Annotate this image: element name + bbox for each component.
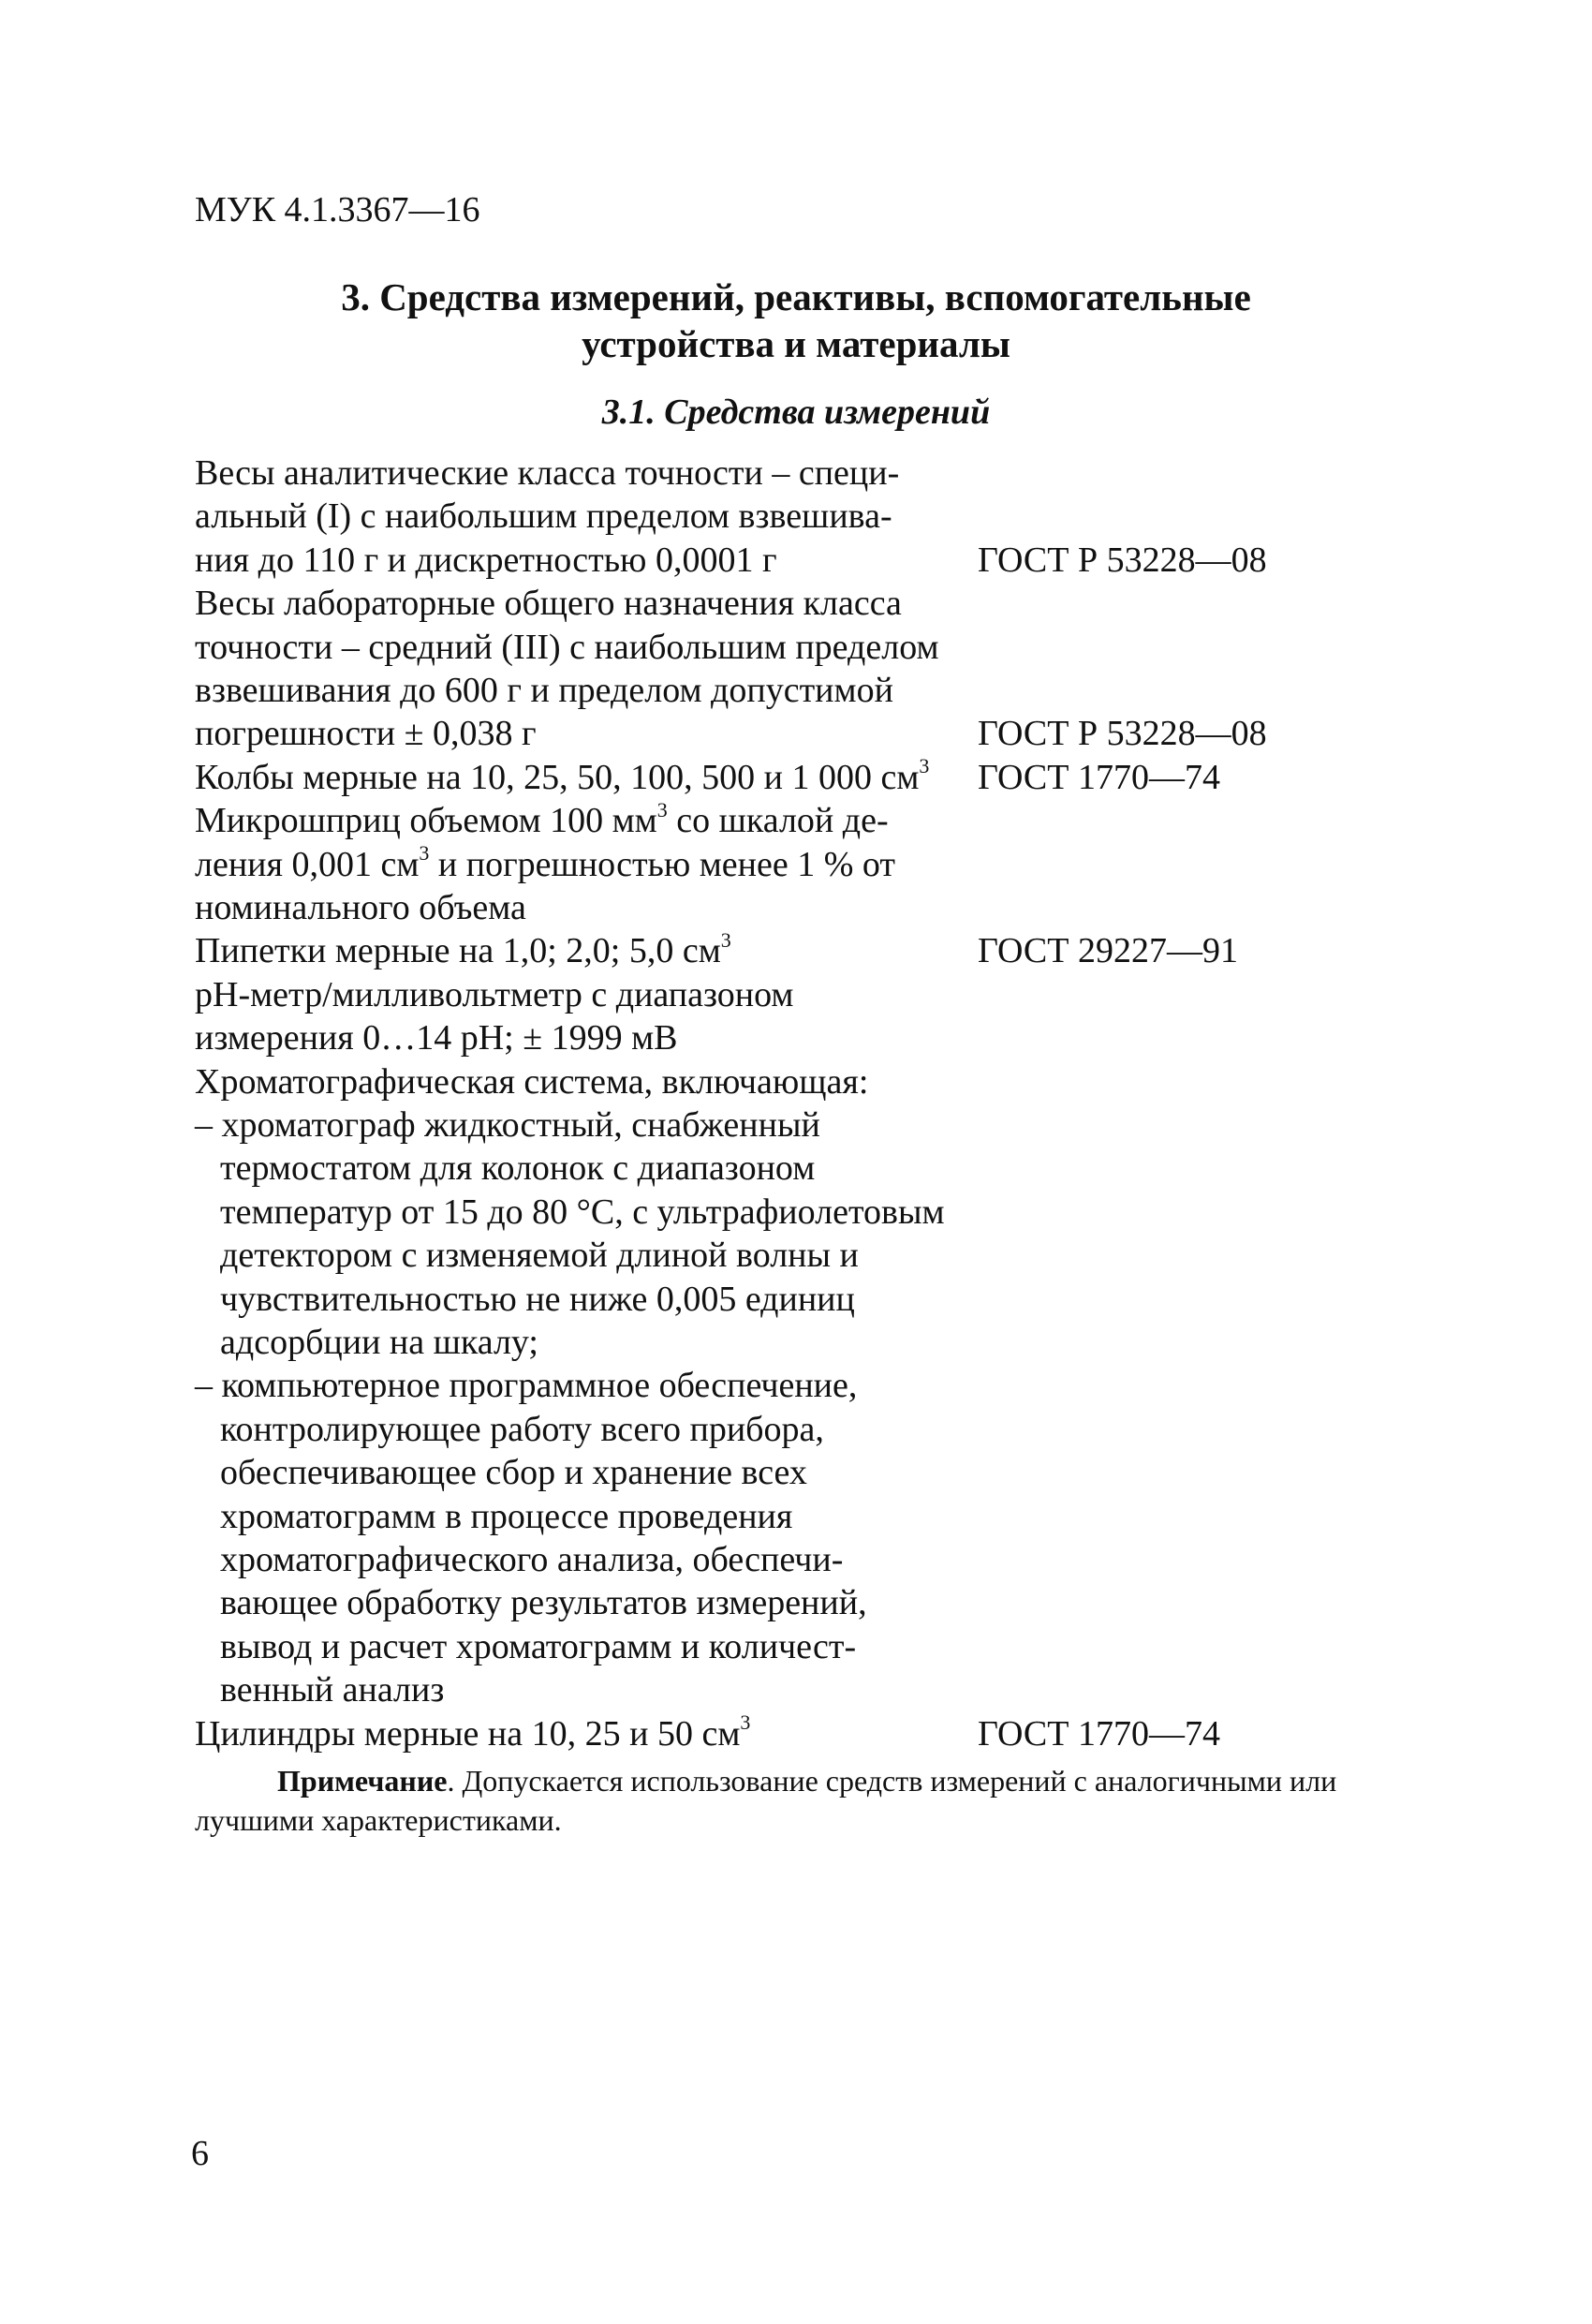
note-text: . Допускается использование средств измерений с аналогичными или лучшими характеристиками. bbox=[195, 1764, 1337, 1837]
description-text: Цилиндры мерные на 10, 25 и 50 см bbox=[195, 1713, 741, 1754]
sub-item-line: вывод и расчет хроматограмм и количест- bbox=[220, 1626, 857, 1666]
description-line: Весы аналитические класса точности – специ- bbox=[195, 453, 900, 493]
item-description bbox=[195, 799, 991, 929]
description-line bbox=[195, 1712, 991, 1755]
item-description bbox=[195, 973, 991, 1060]
note-paragraph bbox=[195, 1761, 1398, 1840]
description-heading: Хроматографическая система, включающая: bbox=[195, 1061, 869, 1102]
sub-item-line: детектором с изменяемой длиной волны и bbox=[220, 1236, 859, 1276]
item-description bbox=[195, 756, 991, 799]
description-line bbox=[195, 799, 991, 842]
description-line bbox=[195, 756, 991, 799]
description-line bbox=[195, 929, 991, 972]
description-text: ления 0,001 см bbox=[195, 844, 420, 884]
superscript: 3 bbox=[720, 927, 731, 952]
item-description bbox=[195, 582, 991, 756]
item-description bbox=[195, 451, 991, 582]
running-header: МУК 4.1.3367—16 bbox=[195, 190, 480, 229]
description-text: Колбы мерные на 10, 25, 50, 100, 500 и 1 000 см bbox=[195, 757, 920, 797]
description-line: измерения 0…14 pH; ± 1999 мВ bbox=[195, 1018, 678, 1058]
sub-item-line: обеспечивающее сбор и хранение всех bbox=[220, 1453, 807, 1493]
description-line: Весы лабораторные общего назначения класса bbox=[195, 584, 902, 624]
description-text: со шкалой де- bbox=[667, 801, 889, 841]
sub-item-line: контролирующее работу всего прибора, bbox=[220, 1409, 824, 1449]
sub-item-line: хроматограмм в процессе проведения bbox=[220, 1496, 793, 1536]
page-number: 6 bbox=[191, 2134, 209, 2173]
description-text: и погрешностью менее 1 % от bbox=[429, 844, 896, 884]
item-description bbox=[195, 929, 991, 972]
superscript: 3 bbox=[419, 840, 430, 865]
subsection-title: 3.1. Средства измерений bbox=[601, 392, 991, 432]
sub-item-line: адсорбции на шкалу; bbox=[220, 1323, 538, 1363]
description-line: ния до 110 г и дискретностью 0,0001 г bbox=[195, 540, 777, 580]
description-text: Пипетки мерные на 1,0; 2,0; 5,0 см bbox=[195, 931, 721, 971]
description-line bbox=[195, 840, 991, 886]
superscript: 3 bbox=[740, 1710, 751, 1734]
sub-item-line: термостатом для колонок с диапазоном bbox=[220, 1148, 816, 1189]
item-description bbox=[195, 1712, 991, 1755]
sub-item-line: вающее обработку результатов измерений, bbox=[220, 1583, 867, 1623]
item-standard: ГОСТ Р 53228—08 bbox=[978, 714, 1267, 754]
description-line: взвешивания до 600 г и пределом допустимой bbox=[195, 671, 893, 710]
item-standard: ГОСТ 29227—91 bbox=[978, 931, 1238, 971]
description-line: pH-метр/милливольтметр с диапазоном bbox=[195, 974, 794, 1014]
sub-item-line: чувствительностью не ниже 0,005 единиц bbox=[220, 1279, 855, 1319]
description-line: погрешности ± 0,038 г bbox=[195, 714, 537, 754]
item-standard: ГОСТ 1770—74 bbox=[978, 1713, 1220, 1754]
description-line: точности – средний (III) с наибольшим пределом bbox=[195, 627, 939, 667]
sub-item-line: температур от 15 до 80 °С, с ультрафиолетовым bbox=[220, 1192, 945, 1232]
section-title-line-2: устройства и материалы bbox=[582, 322, 1010, 365]
sub-item-line: хроматографического анализа, обеспечи- bbox=[220, 1540, 844, 1580]
description-text: Микрошприц объемом 100 мм bbox=[195, 801, 657, 841]
sub-item-line: венный анализ bbox=[220, 1670, 445, 1710]
note-label: Примечание bbox=[277, 1764, 448, 1798]
section-title-line-1: 3. Средства измерений, реактивы, вспомогательные bbox=[341, 275, 1251, 318]
description-line: альный (I) с наибольшим пределом взвешива- bbox=[195, 496, 892, 537]
description-line: номинального объема bbox=[195, 888, 526, 927]
item-standard: ГОСТ 1770—74 bbox=[978, 757, 1220, 797]
superscript: 3 bbox=[656, 797, 668, 822]
sub-item-line: – компьютерное программное обеспечение, bbox=[195, 1366, 858, 1406]
item-description bbox=[195, 1060, 991, 1712]
superscript: 3 bbox=[919, 754, 930, 778]
sub-item-line: – хроматограф жидкостный, снабженный bbox=[195, 1105, 820, 1145]
item-standard: ГОСТ Р 53228—08 bbox=[978, 540, 1267, 580]
